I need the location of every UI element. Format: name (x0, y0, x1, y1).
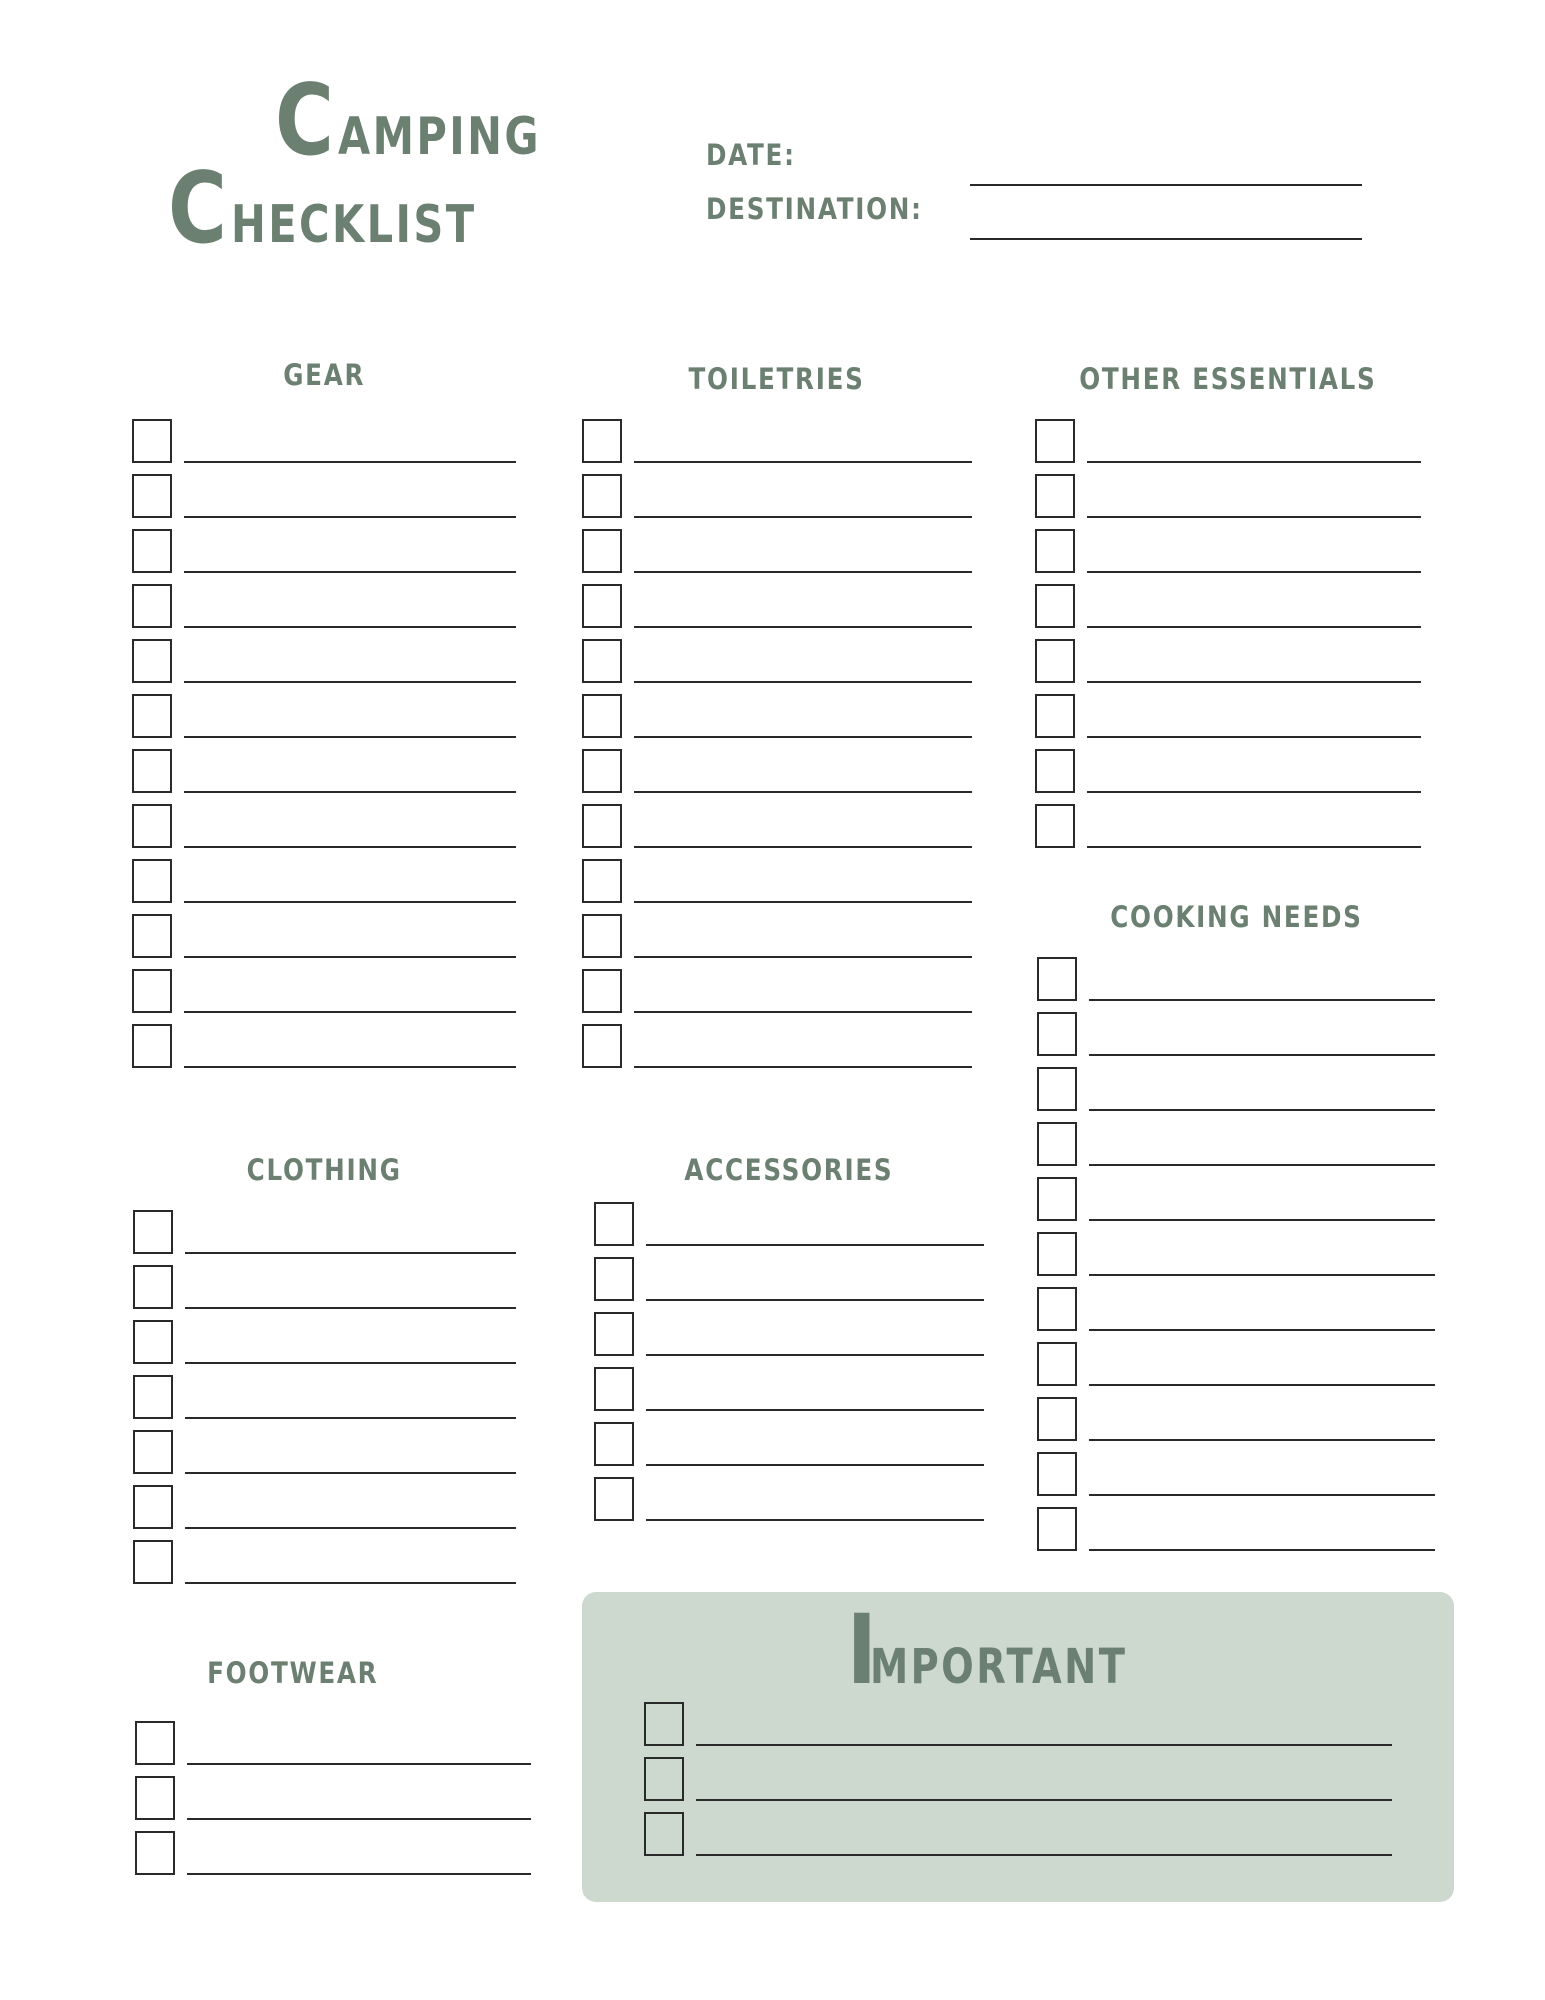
write-in-line[interactable] (185, 1362, 516, 1364)
checklist-item (132, 749, 516, 804)
checklist-item (1035, 584, 1421, 639)
checkbox[interactable] (1035, 584, 1075, 628)
checkbox[interactable] (644, 1702, 684, 1746)
checkbox[interactable] (1037, 1232, 1077, 1276)
title-checklist-initial: C (168, 152, 230, 266)
checkbox[interactable] (594, 1312, 634, 1356)
checkbox[interactable] (1035, 639, 1075, 683)
write-in-line[interactable] (634, 571, 972, 573)
checklist-item (1037, 1122, 1435, 1177)
destination-field-line[interactable] (970, 238, 1362, 240)
important-title (582, 1594, 1454, 1706)
section-title-clothing: CLOTHING (247, 1153, 402, 1187)
checklist-item (132, 474, 516, 529)
checklist-item (644, 1702, 1392, 1757)
checkbox[interactable] (133, 1540, 173, 1584)
checkbox[interactable] (582, 529, 622, 573)
write-in-line[interactable] (1089, 1549, 1435, 1551)
checklist-item (132, 969, 516, 1024)
title-camping-rest: AMPING (337, 107, 541, 167)
checklist-item (582, 749, 972, 804)
checklist-item (132, 804, 516, 859)
write-in-line[interactable] (634, 516, 972, 518)
write-in-line[interactable] (1089, 1274, 1435, 1276)
checkbox[interactable] (132, 1024, 172, 1068)
checkbox[interactable] (133, 1430, 173, 1474)
write-in-line[interactable] (646, 1244, 984, 1246)
checklist-item (1035, 749, 1421, 804)
checkbox[interactable] (132, 419, 172, 463)
write-in-line[interactable] (185, 1582, 516, 1584)
write-in-line[interactable] (1087, 791, 1421, 793)
title-checklist-rest: HECKLIST (230, 195, 477, 255)
write-in-line[interactable] (634, 791, 972, 793)
write-in-line[interactable] (1087, 461, 1421, 463)
checklist-item (582, 419, 972, 474)
section-title-gear: GEAR (283, 358, 365, 392)
write-in-line[interactable] (634, 681, 972, 683)
write-in-line[interactable] (184, 901, 516, 903)
checkbox[interactable] (582, 914, 622, 958)
checkbox[interactable] (132, 804, 172, 848)
write-in-line[interactable] (634, 1011, 972, 1013)
checkbox[interactable] (135, 1776, 175, 1820)
checklist-item (594, 1477, 984, 1532)
write-in-line[interactable] (1089, 1054, 1435, 1056)
checklist-item (594, 1202, 984, 1257)
section-title-cooking-needs: COOKING NEEDS (1109, 900, 1363, 934)
write-in-line[interactable] (646, 1464, 984, 1466)
checklist-item (1035, 804, 1421, 859)
checklist-item (133, 1540, 516, 1595)
checklist-item (1035, 639, 1421, 694)
checklist-item (1037, 1232, 1435, 1287)
checkbox[interactable] (1037, 1452, 1077, 1496)
checkbox[interactable] (133, 1320, 173, 1364)
checklist-item (132, 1024, 516, 1079)
checklist-item (133, 1265, 516, 1320)
write-in-line[interactable] (184, 736, 516, 738)
checkbox[interactable] (132, 474, 172, 518)
checklist-item (1035, 474, 1421, 529)
checkbox[interactable] (135, 1831, 175, 1875)
write-in-line[interactable] (646, 1409, 984, 1411)
checkbox[interactable] (594, 1367, 634, 1411)
checkbox[interactable] (582, 859, 622, 903)
checkbox[interactable] (1035, 419, 1075, 463)
write-in-line[interactable] (184, 681, 516, 683)
write-in-line[interactable] (1089, 1329, 1435, 1331)
checklist-item (132, 639, 516, 694)
checklist-item (132, 419, 516, 474)
checklist-item (133, 1375, 516, 1430)
write-in-line[interactable] (646, 1299, 984, 1301)
write-in-line[interactable] (185, 1472, 516, 1474)
write-in-line[interactable] (184, 1066, 516, 1068)
important-title-initial: I (846, 1594, 878, 1706)
write-in-line[interactable] (1089, 1439, 1435, 1441)
checklist-item (582, 639, 972, 694)
checkbox[interactable] (644, 1757, 684, 1801)
write-in-line[interactable] (1089, 1494, 1435, 1496)
checklist-item (582, 969, 972, 1024)
write-in-line[interactable] (1089, 1164, 1435, 1166)
write-in-line[interactable] (1089, 1109, 1435, 1111)
write-in-line[interactable] (1089, 1384, 1435, 1386)
checklist-item (1037, 1177, 1435, 1232)
write-in-line[interactable] (184, 461, 516, 463)
checkbox[interactable] (582, 639, 622, 683)
checkbox[interactable] (132, 529, 172, 573)
checkbox[interactable] (132, 639, 172, 683)
checklist-item (132, 859, 516, 914)
write-in-line[interactable] (187, 1818, 531, 1820)
checkbox[interactable] (582, 694, 622, 738)
write-in-line[interactable] (1087, 626, 1421, 628)
write-in-line[interactable] (184, 1011, 516, 1013)
checkbox[interactable] (1037, 1177, 1077, 1221)
checklist-item (644, 1757, 1392, 1812)
checklist-item (582, 859, 972, 914)
checklist-item (133, 1430, 516, 1485)
checklist-item (582, 914, 972, 969)
section-title-toiletries: TOILETRIES (688, 362, 866, 396)
write-in-line[interactable] (1089, 999, 1435, 1001)
write-in-line[interactable] (1087, 681, 1421, 683)
write-in-line[interactable] (184, 791, 516, 793)
title-camping (275, 64, 592, 178)
write-in-line[interactable] (634, 901, 972, 903)
checklist-item (594, 1312, 984, 1367)
checkbox[interactable] (582, 804, 622, 848)
checklist-item (1037, 1067, 1435, 1122)
checkbox[interactable] (132, 694, 172, 738)
checklist-item (1037, 1012, 1435, 1067)
checklist-item (594, 1422, 984, 1477)
checklist-item (132, 694, 516, 749)
write-in-line[interactable] (646, 1519, 984, 1521)
checkbox[interactable] (582, 419, 622, 463)
write-in-line[interactable] (634, 846, 972, 848)
checkbox[interactable] (133, 1375, 173, 1419)
checkbox[interactable] (1037, 1067, 1077, 1111)
checkbox[interactable] (1037, 1012, 1077, 1056)
checklist-item (582, 529, 972, 584)
checklist-item (135, 1721, 531, 1776)
write-in-line[interactable] (185, 1527, 516, 1529)
checklist-item (1037, 1287, 1435, 1342)
checkbox[interactable] (594, 1257, 634, 1301)
checkbox[interactable] (1037, 1397, 1077, 1441)
write-in-line[interactable] (696, 1854, 1392, 1856)
write-in-line[interactable] (1087, 516, 1421, 518)
checklist-item (582, 694, 972, 749)
checkbox[interactable] (1035, 804, 1075, 848)
checkbox[interactable] (594, 1477, 634, 1521)
write-in-line[interactable] (184, 956, 516, 958)
write-in-line[interactable] (1087, 571, 1421, 573)
date-field-line[interactable] (970, 184, 1362, 186)
checkbox[interactable] (594, 1202, 634, 1246)
checklist-item (1035, 694, 1421, 749)
write-in-line[interactable] (1087, 736, 1421, 738)
checklist-item (133, 1320, 516, 1375)
checkbox[interactable] (582, 969, 622, 1013)
checklist-item (1037, 957, 1435, 1012)
write-in-line[interactable] (1089, 1219, 1435, 1221)
important-title-rest: MPORTANT (870, 1639, 1128, 1695)
write-in-line[interactable] (187, 1873, 531, 1875)
write-in-line[interactable] (634, 736, 972, 738)
checklist-item (1037, 1342, 1435, 1397)
checklist-item (1035, 529, 1421, 584)
checklist-item (582, 804, 972, 859)
checklist-item (132, 584, 516, 639)
write-in-line[interactable] (185, 1252, 516, 1254)
write-in-line[interactable] (634, 461, 972, 463)
checklist-item (582, 474, 972, 529)
write-in-line[interactable] (184, 516, 516, 518)
checkbox[interactable] (1037, 1287, 1077, 1331)
checklist-item (594, 1257, 984, 1312)
checkbox[interactable] (132, 969, 172, 1013)
checkbox[interactable] (1037, 957, 1077, 1001)
checklist-item (135, 1831, 531, 1886)
checklist-item (1037, 1507, 1435, 1562)
checklist-item (132, 914, 516, 969)
checkbox[interactable] (1037, 1342, 1077, 1386)
checkbox[interactable] (582, 749, 622, 793)
destination-label: DESTINATION: (706, 192, 923, 226)
write-in-line[interactable] (185, 1417, 516, 1419)
checkbox[interactable] (133, 1210, 173, 1254)
section-title-footwear: FOOTWEAR (207, 1656, 379, 1690)
checklist-item (1037, 1397, 1435, 1452)
write-in-line[interactable] (187, 1763, 531, 1765)
write-in-line[interactable] (634, 626, 972, 628)
checkbox[interactable] (132, 584, 172, 628)
checklist-item (133, 1485, 516, 1540)
checkbox[interactable] (1035, 529, 1075, 573)
checkbox[interactable] (582, 474, 622, 518)
title-camping-initial: C (275, 64, 337, 178)
checkbox[interactable] (133, 1485, 173, 1529)
checkbox[interactable] (1037, 1122, 1077, 1166)
checkbox[interactable] (132, 914, 172, 958)
checkbox[interactable] (133, 1265, 173, 1309)
write-in-line[interactable] (634, 1066, 972, 1068)
checklist-item (644, 1812, 1392, 1867)
write-in-line[interactable] (184, 571, 516, 573)
checklist-item (132, 529, 516, 584)
write-in-line[interactable] (1087, 846, 1421, 848)
checkbox[interactable] (582, 584, 622, 628)
write-in-line[interactable] (696, 1799, 1392, 1801)
checkbox[interactable] (1035, 694, 1075, 738)
checkbox[interactable] (1035, 749, 1075, 793)
section-title-other-essentials: OTHER ESSENTIALS (1079, 362, 1377, 396)
checkbox[interactable] (1037, 1507, 1077, 1551)
write-in-line[interactable] (184, 846, 516, 848)
title-checklist (168, 152, 538, 266)
checklist-item (1035, 419, 1421, 474)
write-in-line[interactable] (185, 1307, 516, 1309)
checkbox[interactable] (1035, 474, 1075, 518)
checklist-item (594, 1367, 984, 1422)
checkbox[interactable] (132, 859, 172, 903)
checklist-item (582, 1024, 972, 1079)
write-in-line[interactable] (696, 1744, 1392, 1746)
checkbox[interactable] (582, 1024, 622, 1068)
checklist-item (582, 584, 972, 639)
date-label: DATE: (706, 138, 796, 172)
write-in-line[interactable] (646, 1354, 984, 1356)
checkbox[interactable] (594, 1422, 634, 1466)
section-title-accessories: ACCESSORIES (684, 1153, 894, 1187)
write-in-line[interactable] (184, 626, 516, 628)
checkbox[interactable] (644, 1812, 684, 1856)
checkbox[interactable] (132, 749, 172, 793)
checklist-item (133, 1210, 516, 1265)
checklist-item (1037, 1452, 1435, 1507)
checklist-item (135, 1776, 531, 1831)
important-box (582, 1592, 1454, 1902)
write-in-line[interactable] (634, 956, 972, 958)
checkbox[interactable] (135, 1721, 175, 1765)
